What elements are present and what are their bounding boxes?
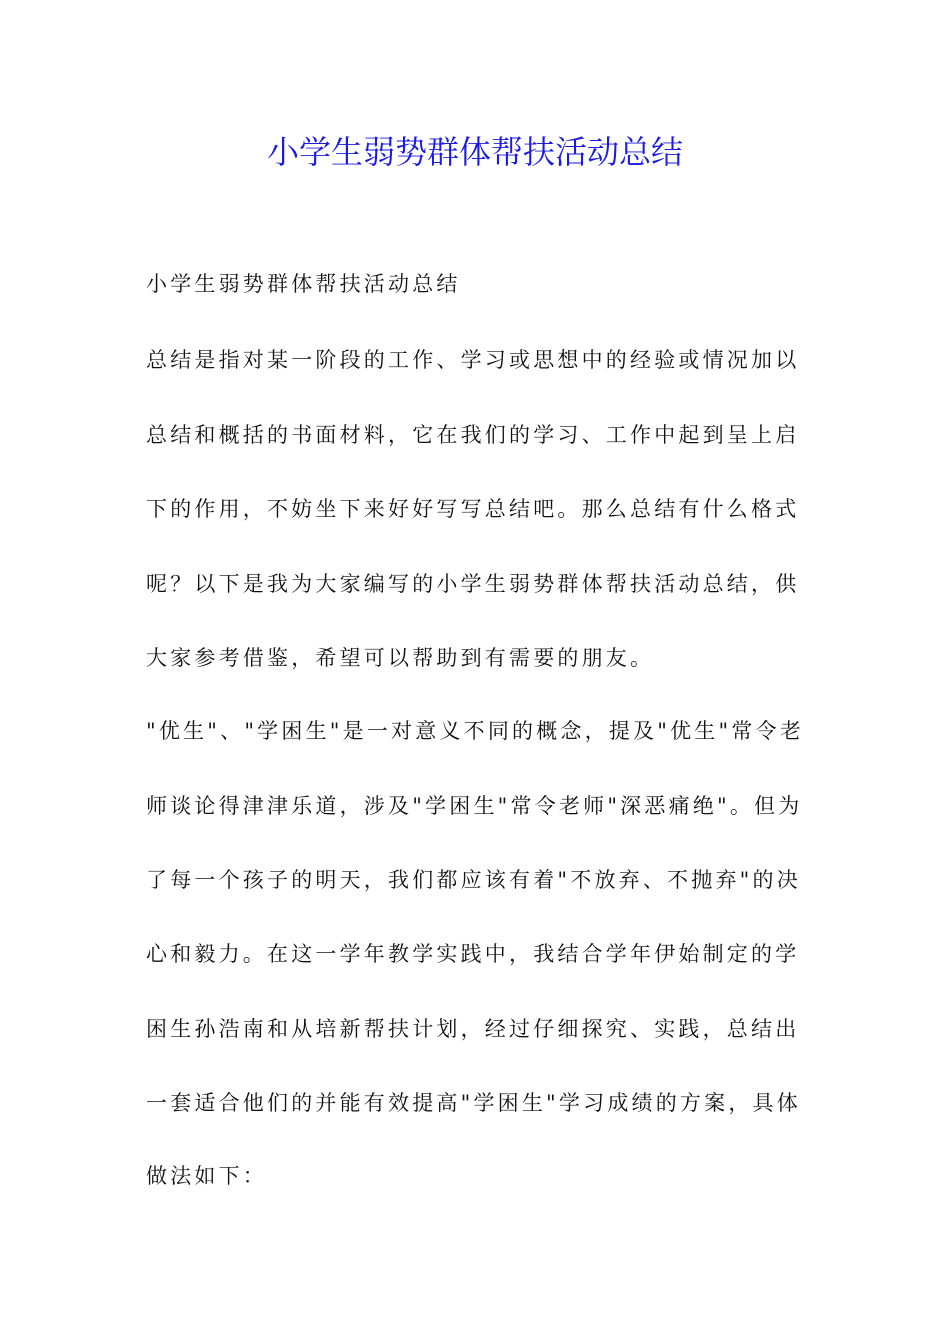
body-line-2: 师谈论得津津乐道，涉及"学困生"常令老师"深恶痛绝"。但为 (146, 794, 803, 818)
body-line-7: 做法如下： (146, 1164, 267, 1188)
intro-line-5: 大家参考借鉴，希望可以帮助到有需要的朋友。 (146, 646, 655, 670)
intro-line-2: 总结和概括的书面材料，它在我们的学习、工作中起到呈上启 (146, 423, 800, 447)
body-line-5: 困生孙浩南和从培新帮扶计划，经过仔细探究、实践，总结出 (146, 1017, 800, 1041)
body-line-3: 了每一个孩子的明天，我们都应该有着"不放弃、不抛弃"的决 (146, 868, 801, 892)
body-line-6: 一套适合他们的并能有效提高"学困生"学习成绩的方案，具体 (146, 1091, 801, 1115)
intro-line-4: 呢？以下是我为大家编写的小学生弱势群体帮扶活动总结，供 (146, 572, 800, 596)
body-line-1: "优生"、"学困生"是一对意义不同的概念，提及"优生"常令老 (146, 719, 804, 743)
intro-line-3: 下的作用，不妨坐下来好好写写总结吧。那么总结有什么格式 (146, 497, 800, 521)
document-subtitle: 小学生弱势群体帮扶活动总结 (146, 272, 461, 296)
intro-line-1: 总结是指对某一阶段的工作、学习或思想中的经验或情况加以 (146, 348, 800, 372)
document-title: 小学生弱势群体帮扶活动总结 (266, 133, 683, 171)
body-line-4: 心和毅力。在这一学年教学实践中，我结合学年伊始制定的学 (146, 942, 800, 966)
